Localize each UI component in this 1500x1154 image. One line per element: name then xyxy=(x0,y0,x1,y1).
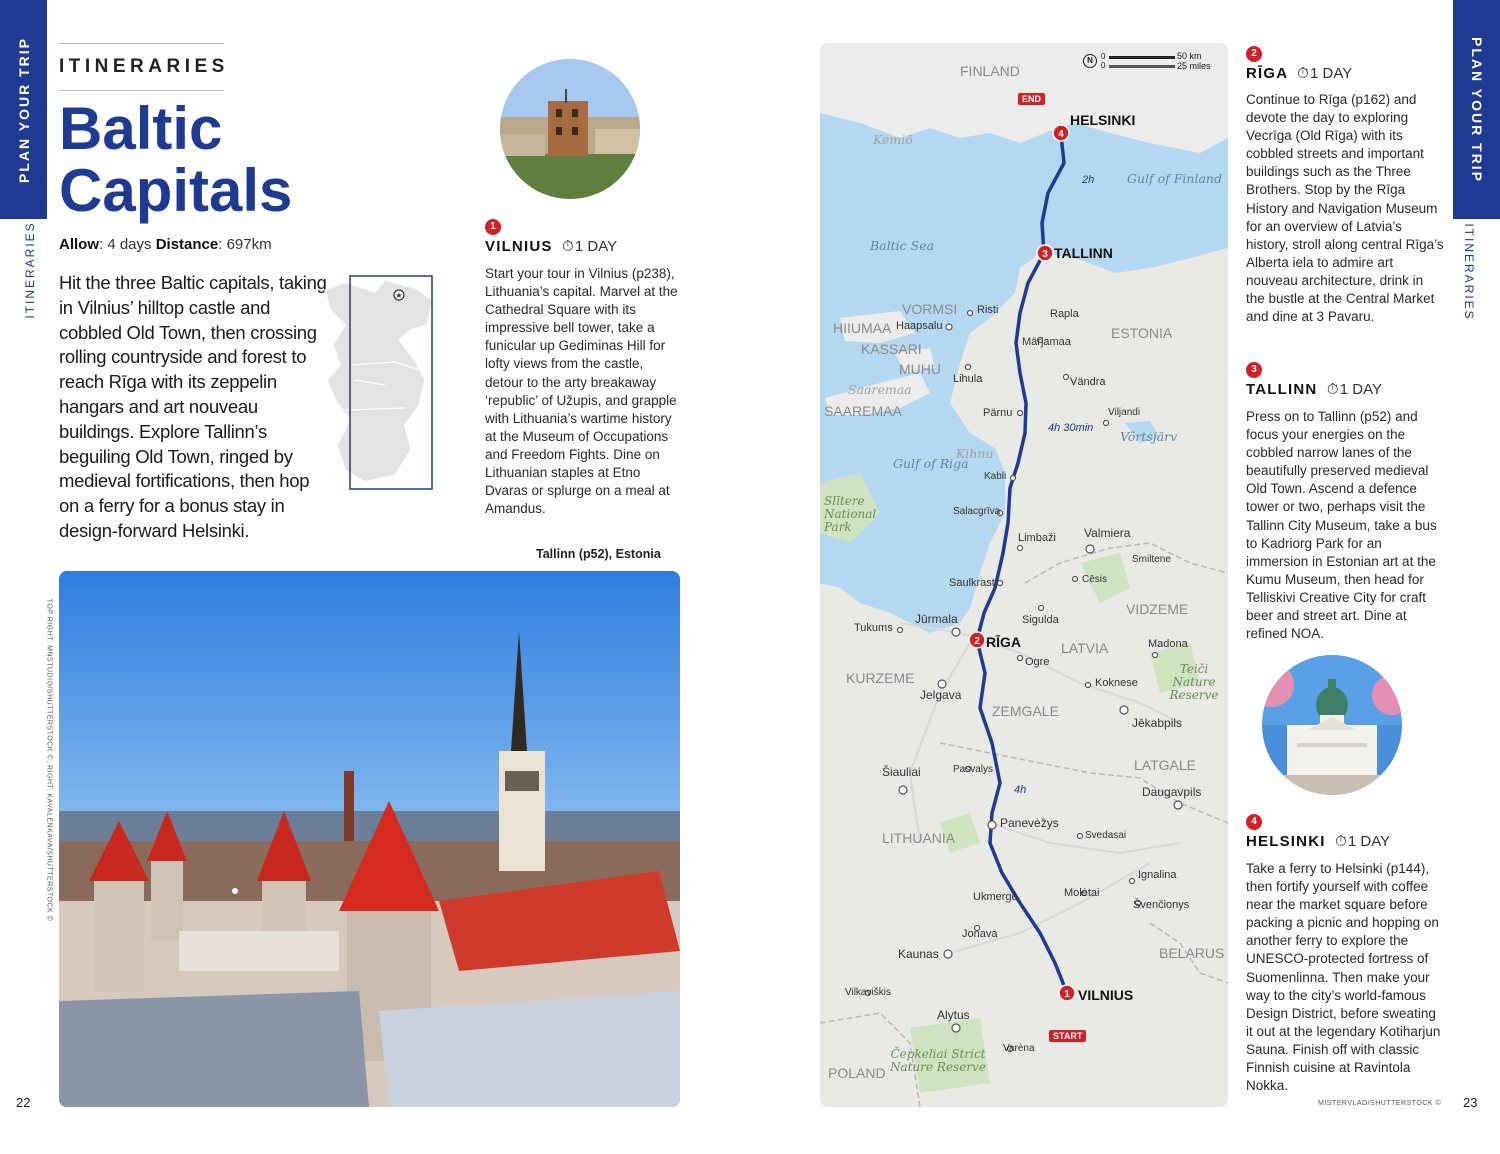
stop-name: HELSINKI xyxy=(1246,833,1326,850)
stopwatch-icon: ⏱ xyxy=(1326,381,1340,398)
vilnius-castle-photo xyxy=(500,59,640,199)
stop-name: VILNIUS xyxy=(485,238,553,255)
town-label: Risti xyxy=(977,304,999,316)
side-tab-label: PLAN YOUR TRIP xyxy=(15,36,32,183)
travel-time-label: 4h 30min xyxy=(1048,422,1094,434)
country-label: FINLAND xyxy=(960,63,1020,79)
svg-text:4: 4 xyxy=(1058,129,1064,140)
sea-label: Baltic Sea xyxy=(870,238,935,253)
helsinki-cathedral-photo xyxy=(1262,655,1402,795)
svg-text:1: 1 xyxy=(1064,989,1070,1000)
town-label: Rapla xyxy=(1050,308,1079,320)
stopwatch-icon: ⏱ xyxy=(561,238,575,255)
travel-time-label: 2h xyxy=(1082,174,1095,186)
town-label: Pasvalys xyxy=(953,764,994,775)
svg-text:★: ★ xyxy=(395,291,403,300)
plan-your-trip-tab-left xyxy=(0,0,47,219)
park-label: Čepkeliai Strict Nature Reserve xyxy=(890,1047,986,1074)
town-label: Svedasai xyxy=(1085,830,1127,841)
allow-value: : 4 days xyxy=(99,236,156,253)
travel-time-label: 4h xyxy=(1014,784,1027,796)
town-label: Kabli xyxy=(984,471,1007,482)
town-label: Jēkabpils xyxy=(1132,716,1183,730)
town-label: Jonava xyxy=(962,928,998,940)
map-scale xyxy=(1083,51,1211,73)
start-marker: START xyxy=(1049,1030,1086,1042)
town-label: Šiauliai xyxy=(882,765,921,779)
stop-description: Press on to Tallinn (p52) and focus your energies on the cobbled narrow lanes of the beautifully preserved medieval Old Town. Ascend a defence tower or two, perhaps visit the Tallinn City Museum, take a bus to Kadriorg Park for an immersion in Estonian art at the Kumu Museum, then head for Telliskivi Creative City for craft beer and street art. Dine at refined NOA. xyxy=(1246,409,1437,642)
stop-4-marker xyxy=(1053,125,1069,141)
stop-2-marker xyxy=(969,632,985,648)
allow-label: Allow xyxy=(59,236,99,253)
stop-number-badge: 4 xyxy=(1246,814,1262,830)
sea-label: Kihnu xyxy=(956,446,994,461)
end-marker: END xyxy=(1018,93,1045,105)
route-map xyxy=(820,43,1228,1107)
town-label: Jelgava xyxy=(920,688,962,702)
town-label: Salacgrīva xyxy=(953,506,1001,517)
scale-zero-miles: 0 xyxy=(1101,61,1106,70)
scale-miles-label: 25 miles xyxy=(1177,61,1211,71)
city-label: RĪGA xyxy=(986,634,1021,650)
stop-name: TALLINN xyxy=(1246,381,1318,398)
town-label: Märjamaa xyxy=(1022,336,1071,348)
sea-label: Kemiö xyxy=(873,132,913,147)
side-section-label-left: ITINERARIES xyxy=(23,221,37,319)
photo-credit-left: TOP RIGHT: MNSTUDIO/SHUTTERSTOCK ©; RIGHT: KAVALENKAVA/SHUTTERSTOCK © xyxy=(45,598,53,922)
park-label: Teiči Nature Reserve xyxy=(1169,662,1219,702)
town-label: Daugavpils xyxy=(1142,785,1202,799)
photo-credit-right: MISTERVLAD/SHUTTERSTOCK © xyxy=(1318,1100,1442,1107)
side-section-label-right: ITINERARIES xyxy=(1462,223,1476,321)
country-label: POLAND xyxy=(828,1065,886,1081)
stopwatch-icon: ⏱ xyxy=(1334,833,1348,850)
town-label: Haapsalu xyxy=(896,320,943,332)
town-label: Smiltene xyxy=(1132,554,1171,565)
stop-heading xyxy=(1246,381,1382,398)
sea-label: Gulf of Riga xyxy=(893,456,969,471)
town-label: Limbaži xyxy=(1018,532,1056,544)
country-label: LATVIA xyxy=(1061,640,1109,656)
city-label: VILNIUS xyxy=(1078,987,1134,1003)
town-label: Ukmergė xyxy=(973,891,1018,903)
city-label: TALLINN xyxy=(1054,245,1113,261)
town-label: Koknese xyxy=(1095,677,1138,689)
region-label: LATGALE xyxy=(1134,757,1196,773)
section-kicker: ITINERARIES xyxy=(59,43,224,91)
town-label: Saulkrasti xyxy=(949,577,998,589)
tallinn-photo xyxy=(59,571,680,1107)
stop-3-marker xyxy=(1037,245,1053,261)
town-label: Ogre xyxy=(1025,656,1050,668)
town-label: Švenčionys xyxy=(1133,899,1190,911)
stop-number-badge: 1 xyxy=(485,219,501,235)
stop-number-badge: 2 xyxy=(1246,46,1262,62)
stop-heading xyxy=(1246,833,1390,850)
region-label: KASSARI xyxy=(861,341,922,357)
town-label: Panevėžys xyxy=(1000,816,1059,830)
locator-map xyxy=(315,270,450,495)
town-label: Cēsis xyxy=(1082,574,1108,585)
country-label: LITHUANIA xyxy=(882,830,956,846)
town-label: Jūrmala xyxy=(915,612,958,626)
region-label: VIDZEME xyxy=(1126,601,1189,617)
town-label: Kaunas xyxy=(898,947,939,961)
trip-summary xyxy=(59,236,272,253)
title-line-2: Capitals xyxy=(59,157,293,224)
town-label: Lihula xyxy=(953,373,983,385)
country-label: BELARUS xyxy=(1159,945,1225,961)
town-label: Pärnu xyxy=(983,407,1013,419)
stop-description: Start your tour in Vilnius (p238), Lithuania’s capital. Marvel at the Cathedral Square with its impressive bell tower, take a funicular up Gediminas Hill for lofty views from the castle, detour to the arty breakaway ‘republic’ of Užupis, and grapple with Lithuania’s wartime history at the Museum of Occupations and Freedom Fights. Dine on Lithuanian staples at Etno Dvaras or splurge on a meal at Amandus. xyxy=(485,266,678,517)
town-label: Tukums xyxy=(854,622,893,634)
town-label: Vändra xyxy=(1070,376,1106,388)
region-label: SAAREMAA xyxy=(824,403,902,419)
side-tab-label: PLAN YOUR TRIP xyxy=(1468,36,1485,183)
stop-duration: 1 DAY xyxy=(574,238,618,255)
country-label: ESTONIA xyxy=(1111,325,1173,341)
town-label: Ignalina xyxy=(1138,869,1177,881)
stop-duration: 1 DAY xyxy=(1347,833,1391,850)
stop-name: RĪGA xyxy=(1246,65,1288,82)
stop-number-badge: 3 xyxy=(1246,362,1262,378)
town-label: Madona xyxy=(1148,638,1188,650)
region-label: ZEMGALE xyxy=(992,703,1059,719)
stop-1-marker xyxy=(1059,985,1075,1001)
stop-duration: 1 DAY xyxy=(1339,381,1382,398)
stop-heading xyxy=(485,238,617,255)
scale-zero-km: 0 xyxy=(1101,52,1106,61)
region-label: HIIUMAA xyxy=(833,320,892,336)
svg-text:3: 3 xyxy=(1042,249,1048,260)
photo-caption: Tallinn (p52), Estonia xyxy=(536,547,661,561)
stop-heading xyxy=(1246,65,1352,82)
town-label: Alytus xyxy=(937,1008,970,1022)
stop-description: Take a ferry to Helsinki (p144), then fortify yourself with coffee near the market square before packing a picnic and hopping on another ferry to explore the UNESCO-protected fortress of Suomenlinna. Then make your way to the city’s world-famous Design District, before sweating it out at the legendary Kotiharjun Sauna. Finish off with classic Finnish cuisine at Ravintola Nokka. xyxy=(1246,861,1441,1094)
svg-text:2: 2 xyxy=(974,636,980,647)
region-label: KURZEME xyxy=(846,670,915,686)
stop-description: Continue to Rīga (p162) and devote the day to exploring Vecrīga (Old Rīga) with its cobbled streets and important buildings such as the Three Brothers. Stop by the Rīga History and Navigation Museum for an overview of Latvia’s history, stroll along central Rīga’s Alberta iela to admire art nouveau architecture, drink in the bustle at the Central Market and dine at 3 Pavaru. xyxy=(1246,92,1444,325)
region-label: MUHU xyxy=(899,361,941,377)
region-label: VORMSI xyxy=(902,301,958,317)
town-label: Viljandi xyxy=(1108,407,1141,418)
town-label: Molėtai xyxy=(1064,887,1100,899)
city-label: HELSINKI xyxy=(1070,112,1136,128)
stop-duration: 1 DAY xyxy=(1310,65,1353,82)
park-label: Slītere National Park xyxy=(824,494,877,534)
sea-label: Võrtsjärv xyxy=(1120,429,1178,444)
stopwatch-icon: ⏱ xyxy=(1297,65,1311,82)
town-label: Valmiera xyxy=(1084,526,1131,540)
capital-star-icon xyxy=(394,290,404,300)
distance-value: : 697km xyxy=(218,236,272,253)
intro-paragraph: Hit the three Baltic capitals, taking in Vilnius’ hilltop castle and cobbled Old Town, then crossing rolling countryside and forest to reach Rīga with its zeppelin hangars and art nouveau buildings. Explore Tallinn’s beguiling Old Town, ringed by medieval fortifications, then hop on a ferry for a bonus stay in design-forward Helsinki. xyxy=(59,272,327,541)
page-title xyxy=(59,95,293,224)
page-number-right: 23 xyxy=(1463,1095,1478,1110)
town-label: Sigulda xyxy=(1022,614,1059,626)
sea-label: Saaremaa xyxy=(848,382,912,397)
scale-km-label: 50 km xyxy=(1177,51,1202,61)
north-arrow-icon: N xyxy=(1083,54,1097,68)
sea-label: Gulf of Finland xyxy=(1127,171,1222,186)
distance-label: Distance xyxy=(155,236,219,253)
title-line-1: Baltic xyxy=(59,95,223,162)
page-number-left: 22 xyxy=(16,1095,31,1110)
town-label: Vilkaviškis xyxy=(845,987,891,998)
town-label: Varėna xyxy=(1003,1043,1035,1054)
plan-your-trip-tab-right xyxy=(1453,0,1500,219)
